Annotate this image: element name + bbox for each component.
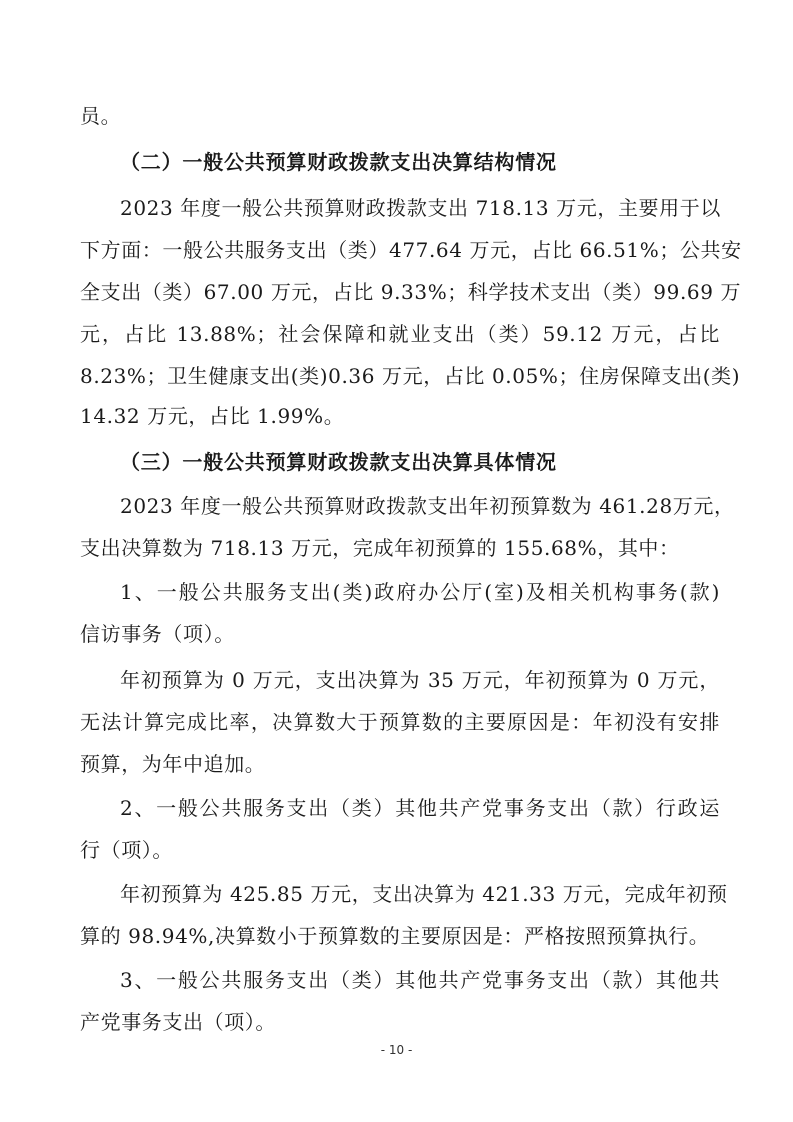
paragraph-line: 元，占比 13.88%；社会保障和就业支出（类）59.12 万元，占比 (80, 322, 720, 346)
paragraph-line: 14.32 万元，占比 1.99%。 (80, 404, 345, 428)
paragraph-line: 下方面：一般公共服务支出（类）477.64 万元，占比 66.51%；公共安 (80, 238, 742, 262)
paragraph-line: 产党事务支出（项）。 (80, 1010, 276, 1034)
paragraph-line: 员。 (80, 104, 122, 128)
paragraph-line: 2023 年度一般公共预算财政拨款支出年初预算数为 461.28万元， (120, 494, 735, 518)
section-heading-2: （二）一般公共预算财政拨款支出决算结构情况 (120, 150, 557, 174)
paragraph-line: 支出决算数为 718.13 万元，完成年初预算的 155.68%，其中： (80, 536, 680, 560)
paragraph-line: 1、一般公共服务支出(类)政府办公厅(室)及相关机构事务(款) (120, 580, 720, 604)
paragraph-line: 无法计算完成比率，决算数大于预算数的主要原因是：年初没有安排 (80, 710, 720, 734)
paragraph-line: 3、一般公共服务支出（类）其他共产党事务支出（款）其他共 (120, 968, 720, 992)
paragraph-line: 年初预算为 425.85 万元，支出决算为 421.33 万元，完成年初预 (120, 882, 728, 906)
paragraph-line: 全支出（类）67.00 万元，占比 9.33%；科学技术支出（类）99.69 万 (80, 280, 742, 304)
paragraph-line: 行（项）。 (80, 838, 173, 862)
paragraph-line: 算的 98.94%,决算数小于预算数的主要原因是：严格按照预算执行。 (80, 924, 710, 948)
paragraph-line: 年初预算为 0 万元，支出决算为 35 万元，年初预算为 0 万元， (120, 668, 720, 692)
paragraph-line: 信访事务（项）。 (80, 622, 235, 646)
paragraph-line: 8.23%；卫生健康支出(类)0.36 万元，占比 0.05%；住房保障支出(类) (80, 364, 741, 388)
paragraph-line: 2、一般公共服务支出（类）其他共产党事务支出（款）行政运 (120, 796, 720, 820)
paragraph-line: 2023 年度一般公共预算财政拨款支出 718.13 万元，主要用于以 (120, 196, 721, 220)
section-heading-3: （三）一般公共预算财政拨款支出决算具体情况 (120, 450, 557, 474)
page-number: - 10 - (380, 1043, 413, 1057)
paragraph-line: 预算，为年中追加。 (80, 752, 266, 776)
